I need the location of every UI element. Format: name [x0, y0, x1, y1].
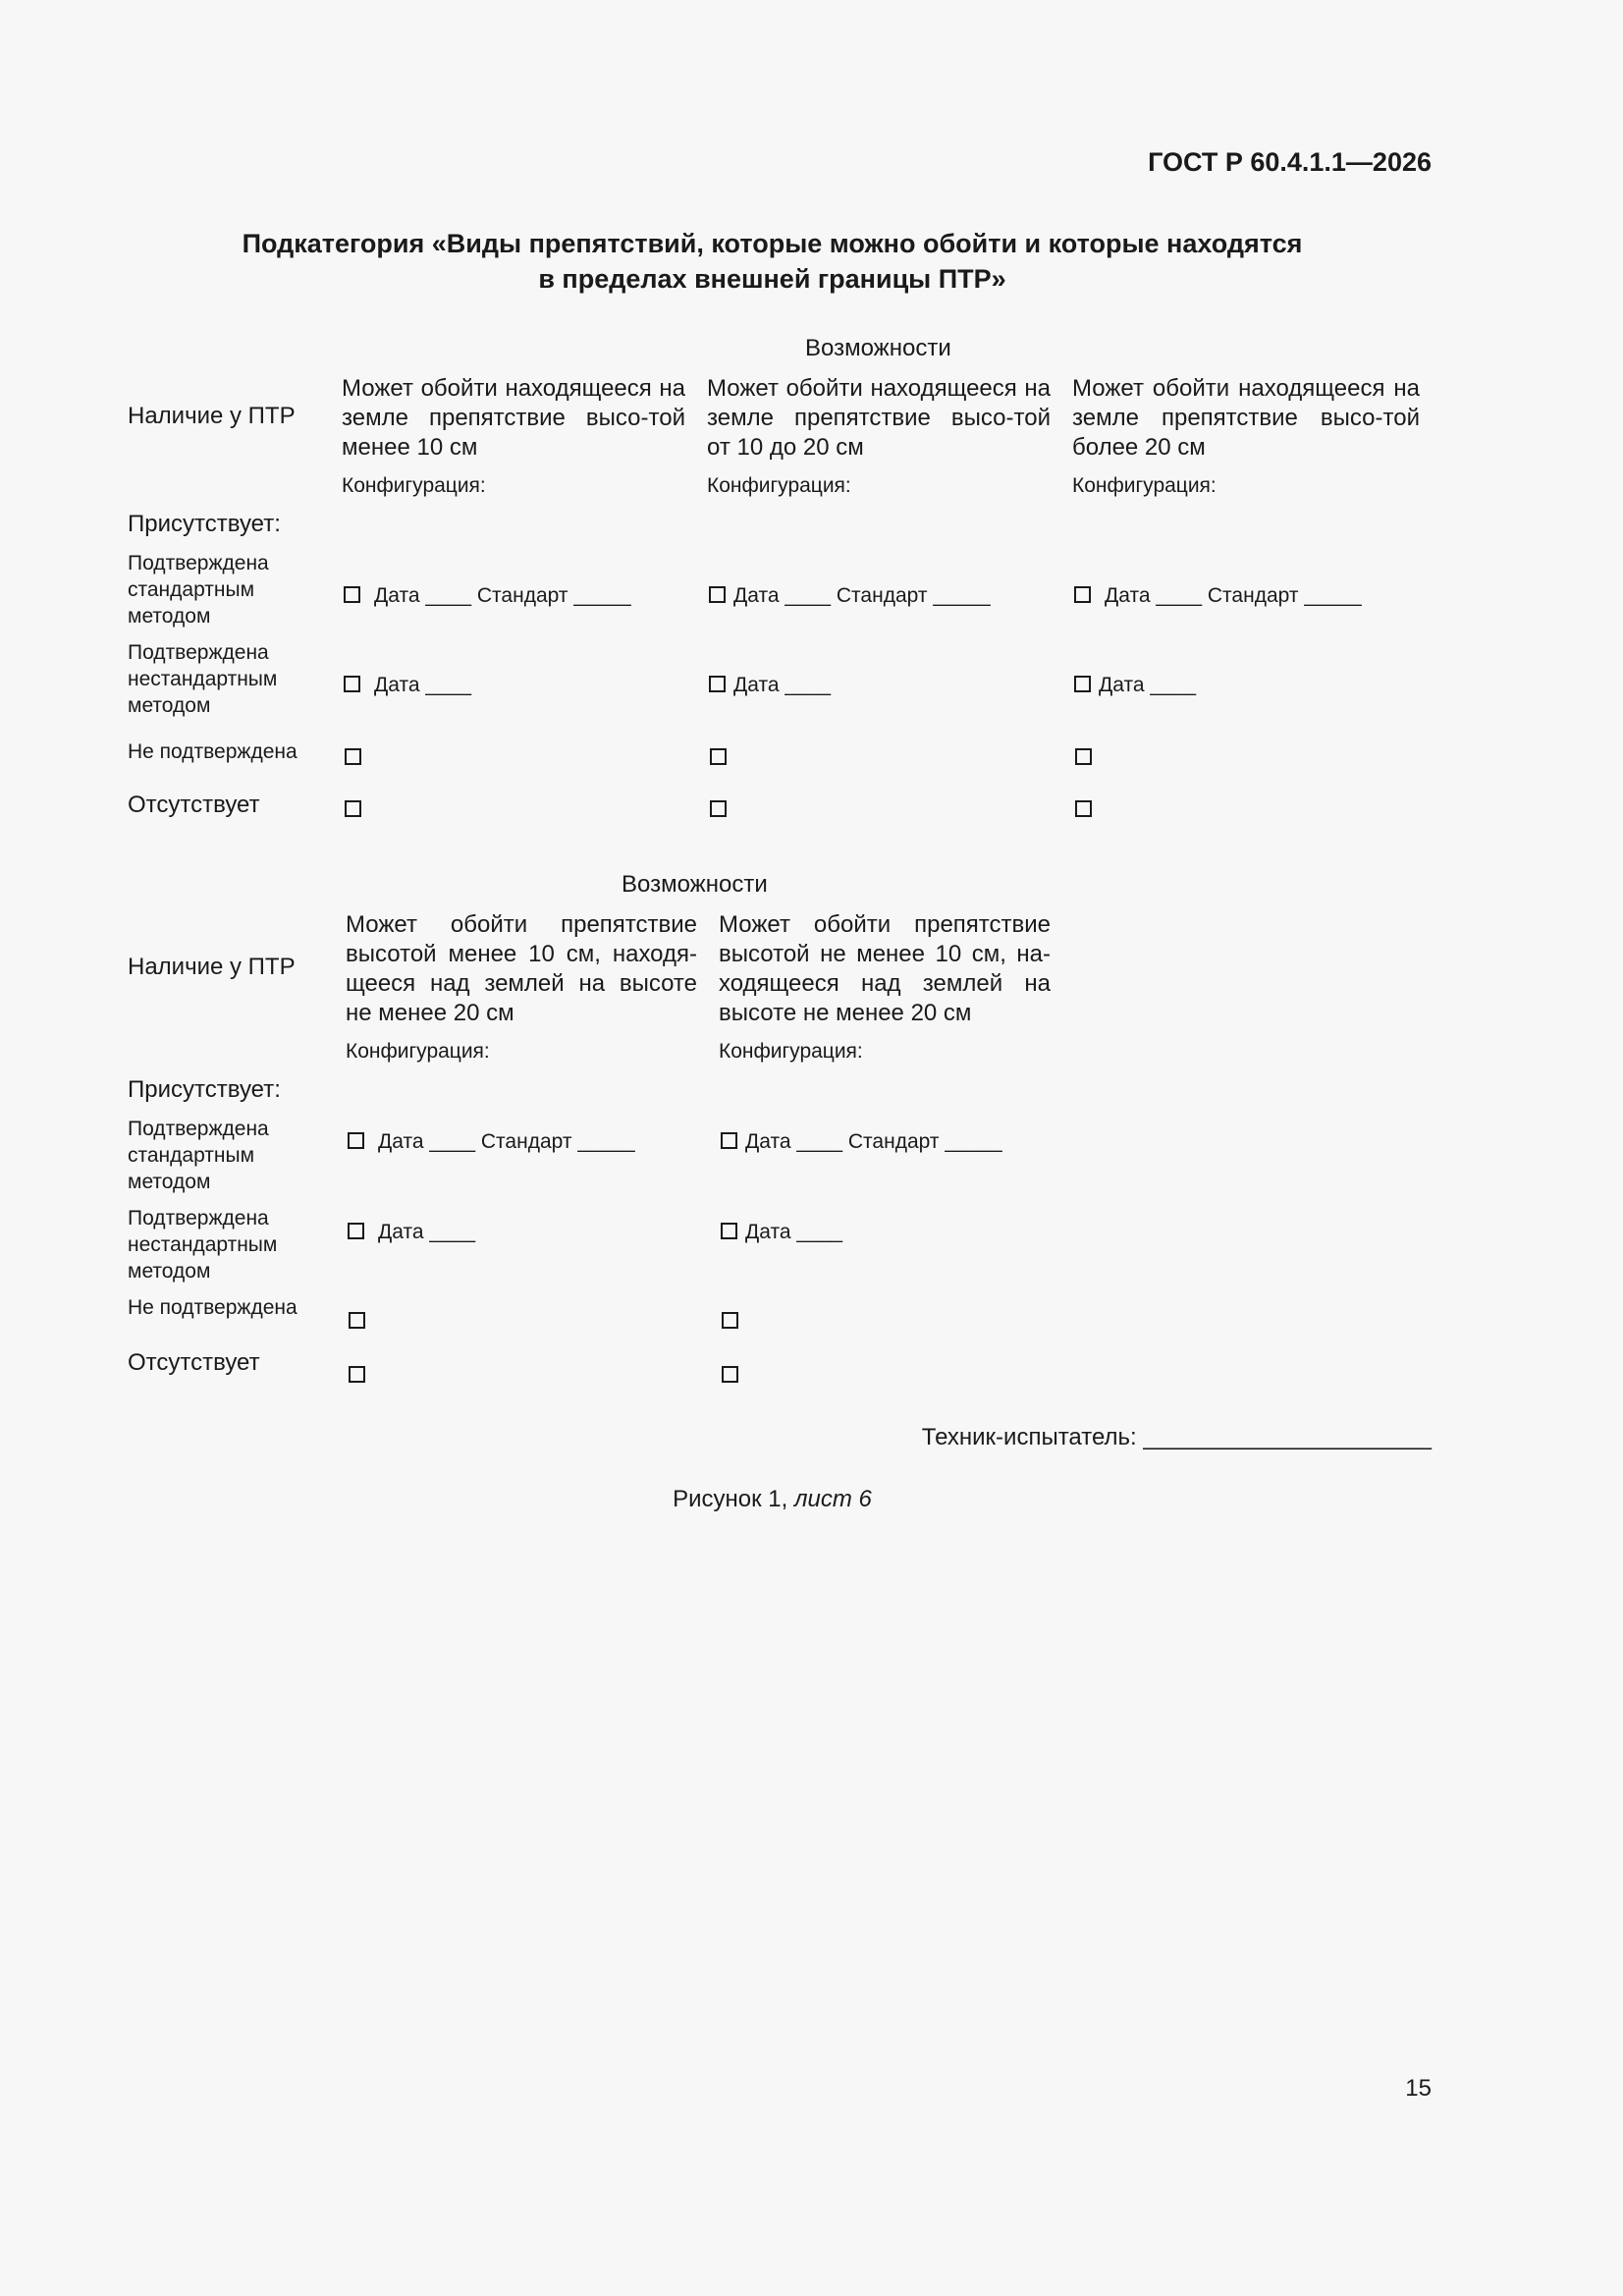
table1-col2-absent-checkbox[interactable]: [710, 800, 727, 817]
table1-col3-absent-checkbox[interactable]: [1075, 800, 1092, 817]
table2-col2-confirmed-std-checkbox[interactable]: [721, 1132, 737, 1149]
table1-col2-confirmed-std-option: [709, 584, 991, 608]
table1-col2-confirmed-std-checkbox[interactable]: [709, 586, 726, 603]
table1-col2-confirmed-nonstd-checkbox[interactable]: [709, 676, 726, 692]
table2-col2-absent-checkbox[interactable]: [722, 1366, 738, 1383]
table2-present-label: Присутствует:: [128, 1076, 281, 1103]
table2-col1-confirmed-std-text: Дата ____ Стандарт _____: [378, 1130, 635, 1153]
table1-column-1-configuration: Конфигурация:: [342, 474, 486, 497]
table2-column-1-configuration: Конфигурация:: [346, 1040, 490, 1063]
table1-col2-confirmed-nonstd-text: Дата ____: [733, 674, 832, 696]
table1-col3-confirmed-nonstd-checkbox[interactable]: [1074, 676, 1091, 692]
table1-presence-label: Наличие у ПТР: [128, 403, 296, 429]
table1-column-3-header: Может обойти находящееся на земле препятствие высо-той более 20 см: [1072, 375, 1420, 461]
table2-row-absent-label: Отсутствует: [128, 1349, 260, 1376]
table1-col2-not-confirmed-checkbox[interactable]: [710, 748, 727, 765]
table2-capabilities-heading: Возможности: [622, 871, 768, 898]
table1-col1-confirmed-std-option: [344, 584, 631, 608]
table1-row-absent-label: Отсутствует: [128, 792, 260, 818]
figure-caption-sheet: лист 6: [793, 1486, 872, 1512]
table2-row-confirmed-std-label: Подтверждена стандартным методом: [128, 1118, 269, 1193]
table1-col2-confirmed-nonstd-option: [709, 674, 831, 697]
table1-col1-confirmed-std-checkbox[interactable]: [344, 586, 360, 603]
page-number: 15: [1405, 2075, 1432, 2102]
table1-col3-confirmed-nonstd-option: [1074, 674, 1196, 697]
table2-column-2-configuration: Конфигурация:: [719, 1040, 863, 1063]
section-title-line-2: в пределах внешней границы ПТР»: [538, 264, 1006, 294]
table1-col1-confirmed-nonstd-checkbox[interactable]: [344, 676, 360, 692]
table2-col2-not-confirmed-checkbox[interactable]: [722, 1312, 738, 1329]
table2-col1-confirmed-std-checkbox[interactable]: [348, 1132, 364, 1149]
section-title-line-1: Подкатегория «Виды препятствий, которые можно обойти и которые находятся: [242, 229, 1303, 258]
table1-row-confirmed-nonstd-label: Подтверждена нестандартным методом: [128, 641, 278, 717]
table1-col1-absent-checkbox[interactable]: [345, 800, 361, 817]
table1-col1-confirmed-std-text: Дата ____ Стандарт _____: [374, 584, 631, 607]
table1-col1-not-confirmed-checkbox[interactable]: [345, 748, 361, 765]
table1-col2-confirmed-std-text: Дата ____ Стандарт _____: [733, 584, 991, 607]
table2-col1-confirmed-nonstd-option: [348, 1221, 475, 1244]
table1-row-not-confirmed-label: Не подтверждена: [128, 740, 298, 763]
table2-col1-confirmed-nonstd-checkbox[interactable]: [348, 1223, 364, 1239]
table2-col1-confirmed-nonstd-text: Дата ____: [378, 1221, 476, 1243]
table1-col3-confirmed-nonstd-text: Дата ____: [1099, 674, 1197, 696]
table1-present-label: Присутствует:: [128, 511, 281, 537]
table1-column-2-configuration: Конфигурация:: [707, 474, 851, 497]
figure-caption-main: Рисунок 1,: [673, 1486, 794, 1512]
table2-row-confirmed-nonstd-label: Подтверждена нестандартным методом: [128, 1207, 278, 1283]
table1-col3-confirmed-std-checkbox[interactable]: [1074, 586, 1091, 603]
table1-row-confirmed-std-label: Подтверждена стандартным методом: [128, 552, 269, 628]
table2-col2-confirmed-nonstd-checkbox[interactable]: [721, 1223, 737, 1239]
table2-column-1-header: Может обойти препятствие высотой менее 10 см, находя-щееся над землей на высоте не менее 20 см: [346, 911, 697, 1026]
table1-column-2-header: Может обойти находящееся на земле препятствие высо-той от 10 до 20 см: [707, 375, 1051, 461]
document-number: ГОСТ Р 60.4.1.1—2026: [1148, 147, 1432, 177]
table2-col2-confirmed-nonstd-text: Дата ____: [745, 1221, 843, 1243]
table2-presence-label: Наличие у ПТР: [128, 954, 296, 980]
technician-signature-line: Техник-испытатель: ______________________: [921, 1424, 1432, 1450]
table2-col2-confirmed-std-option: [721, 1130, 1002, 1154]
table1-capabilities-heading: Возможности: [805, 335, 951, 361]
table2-column-2-header: Может обойти препятствие высотой не менее 10 см, на-ходящееся над землей на высоте не менее 20 см: [719, 911, 1051, 1026]
section-title: [0, 226, 1544, 297]
table1-col3-confirmed-std-text: Дата ____ Стандарт _____: [1105, 584, 1362, 607]
table1-col3-confirmed-std-option: [1074, 584, 1362, 608]
table1-col1-confirmed-nonstd-text: Дата ____: [374, 674, 472, 696]
table1-column-3-configuration: Конфигурация:: [1072, 474, 1217, 497]
table1-col3-not-confirmed-checkbox[interactable]: [1075, 748, 1092, 765]
table2-row-not-confirmed-label: Не подтверждена: [128, 1296, 298, 1319]
table2-col1-not-confirmed-checkbox[interactable]: [349, 1312, 365, 1329]
table2-col2-confirmed-nonstd-option: [721, 1221, 842, 1244]
figure-caption: [0, 1486, 1544, 1513]
table2-col1-absent-checkbox[interactable]: [349, 1366, 365, 1383]
table2-col2-confirmed-std-text: Дата ____ Стандарт _____: [745, 1130, 1002, 1153]
table1-col1-confirmed-nonstd-option: [344, 674, 471, 697]
table2-col1-confirmed-std-option: [348, 1130, 635, 1154]
table1-column-1-header: Может обойти находящееся на земле препятствие высо-той менее 10 см: [342, 375, 685, 461]
